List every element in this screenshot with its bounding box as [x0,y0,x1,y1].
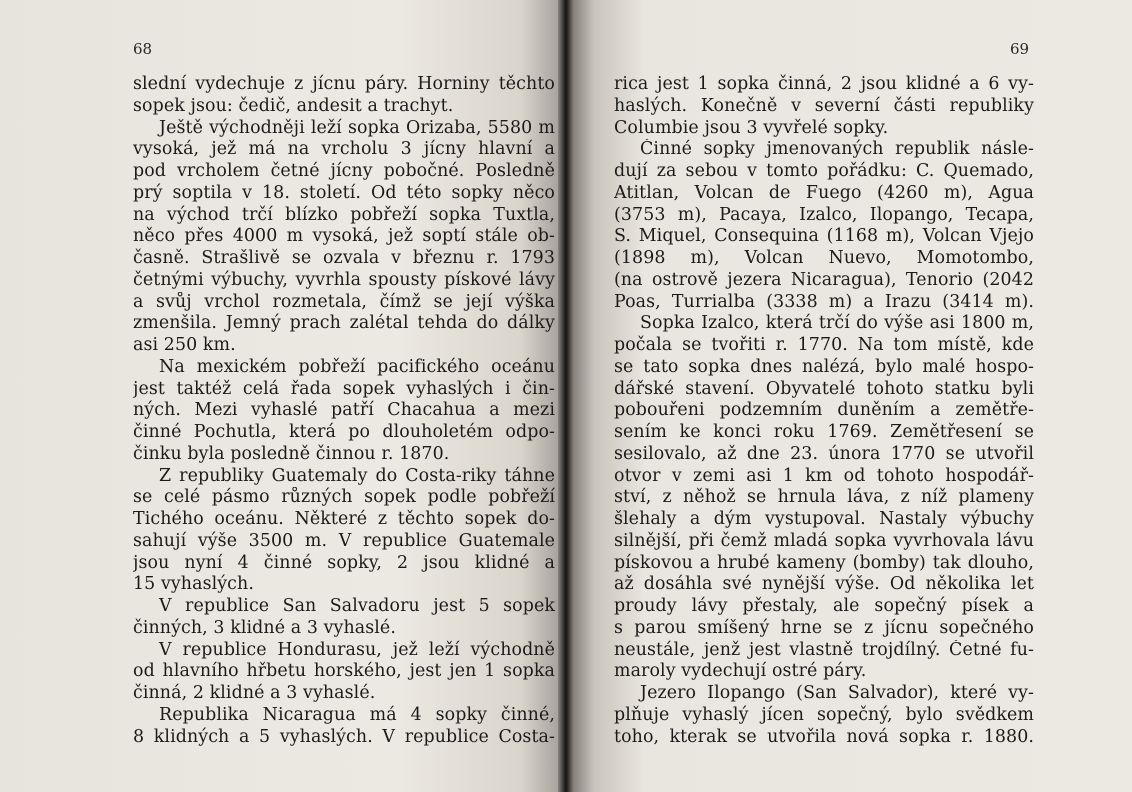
text-line: počala se tvořiti r. 1770. Na tom místě, kde [614,335,1034,355]
text-line: od hlavního hřbetu horského, jest jen 1 sopka [133,661,555,682]
text-line: Z republiky Guatemaly do Costa-riky táhne [159,465,555,486]
text-line: Columbie jsou 3 vyvřelé sopky. [614,117,889,138]
text-line: (1898 m), Volcan Nuevo, Momotombo, [614,248,1034,268]
text-line: dářské stavení. Obyvatelé tohoto statku byli [614,378,1034,399]
text-line: pod vrcholem četné jícny pobočné. Posledně [133,161,555,181]
text-line: V republice Hondurasu, jež leží východně [159,639,555,660]
text-line: neustále, jenž jest vlastně trojdílný. Četné fu- [614,639,1034,660]
text-line: šlehaly a dým vystupoval. Nastaly výbuchy [614,509,1034,529]
text-line: (3753 m), Pacaya, Izalco, Ilopango, Tecapa, [614,204,1034,225]
text-line: Atitlan, Volcan de Fuego (4260 m), Agua [614,182,1034,203]
text-line: (na ostrově jezera Nicaragua), Tenorio (2042 [614,269,1034,290]
text-line: jsou nyní 4 činné sopky, 2 jsou klidné a [133,552,555,573]
text-line: 15 vyhaslých. [133,574,254,595]
text-line: sopek jsou: čedič, andesit a trachyt. [133,95,454,116]
text-line: Sopka Izalco, která trčí do výše asi 1800 m, [640,313,1034,334]
text-line: Poas, Turrialba (3338 m) a Irazu (3414 m). [614,291,1034,312]
text-line: silnější, při čemž mladá sopka vyvrhovala lávu [614,530,1034,551]
text-line: četnými výbuchy, vyvrhla spousty pískové lávy [133,269,555,290]
text-line: V republice San Salvadoru jest 5 sopek [159,596,555,616]
text-line: sahují výše 3500 m. V republice Guatemale [133,530,555,551]
text-line: haslých. Konečně v severní části republiky [614,95,1034,116]
text-line: prý soptila v 18. století. Od této sopky něco [133,182,555,203]
text-line: vysoká, jež má na vrcholu 3 jícny hlavní a [133,139,555,160]
text-line: plňuje vyhaslý jícen sopečný, bylo svědkem [614,704,1034,725]
text-line: až dosáhla své nynější výše. Od několika let [614,574,1034,595]
text-line: sením ke konci roku 1769. Zemětřesení se [614,422,1034,442]
page-number-right: 69 [1010,40,1030,58]
text-line: 8 klidných a 5 vyhaslých. V republice Costa- [133,726,555,747]
text-line: proudy lávy přestaly, ale sopečný písek a [614,596,1034,616]
text-line: sesilovalo, až dne 23. února 1770 se utvořil [614,443,1034,464]
text-line: činné Pochutla, která po dlouholetém odpo- [133,422,555,442]
text-line: S. Miquel, Consequina (1168 m), Volcan Vjejo [614,226,1034,247]
text-line: Republika Nicaragua má 4 sopky činné, [159,704,555,725]
text-line: činných, 3 klidné a 3 vyhaslé. [133,617,396,638]
text-line: Na mexickém pobřeží pacifického oceánu [159,356,555,377]
text-line: Činné sopky jmenovaných republik násle- [640,139,1034,160]
text-line: se celé pásmo různých sopek podle pobřeží [133,487,555,508]
text-line: ných. Mezi vyhaslé patří Chacahua a mezi [133,400,555,421]
text-line: pobouřeni podzemním duněním a zemětře- [614,400,1034,421]
right-page [566,0,1132,792]
text-line: činku byla posledně činnou r. 1870. [133,443,450,464]
text-line: něco přes 4000 m vysoká, jež soptí stále ob- [133,226,555,247]
text-line: ství, z něhož se hrnula láva, z níž plameny [614,487,1034,508]
text-line: časně. Strašlivě se ozvala v březnu r. 1793 [133,248,555,268]
text-line: otvor v zemi asi 1 km od tohoto hospodář- [614,465,1034,486]
text-line: zmenšila. Jemný prach zalétal tehda do dálky [133,313,555,334]
text-line: jest taktéž celá řada sopek vyhaslých i čin- [133,378,555,399]
text-line: Jezero Ilopango (San Salvador), které vy- [640,683,1034,703]
text-line: maroly vydechují ostré páry. [614,661,867,682]
text-line: slední vydechuje z jícnu páry. Horniny těchto [133,74,555,94]
text-line: asi 250 km. [133,335,236,355]
text-line: a svůj vrchol rozmetala, čímž se její výška [133,291,555,312]
text-line: dují za sebou v tomto pořádku: C. Quemado, [614,161,1034,181]
text-line: pískovou a hrubé kameny (bomby) tak dlouho, [614,552,1034,573]
page-number-left: 68 [133,40,153,58]
text-line: na východ trčí blízko pobřeží sopka Tuxtla, [133,204,555,225]
text-line: činná, 2 klidné a 3 vyhaslé. [133,683,376,703]
book-gutter [558,0,574,792]
text-line: rica jest 1 sopka činná, 2 jsou klidné a 6 vy- [614,74,1034,94]
text-line: toho, kterak se utvořila nová sopka r. 1880. [614,726,1034,747]
text-line: Tichého oceánu. Některé z těchto sopek do- [133,509,555,529]
text-line: Ještě východněji leží sopka Orizaba, 5580 m [159,117,555,138]
text-line: se tato sopka dnes nalézá, bylo malé hospo- [614,356,1034,377]
text-line: s parou smíšený hrne se z jícnu sopečného [614,617,1034,638]
